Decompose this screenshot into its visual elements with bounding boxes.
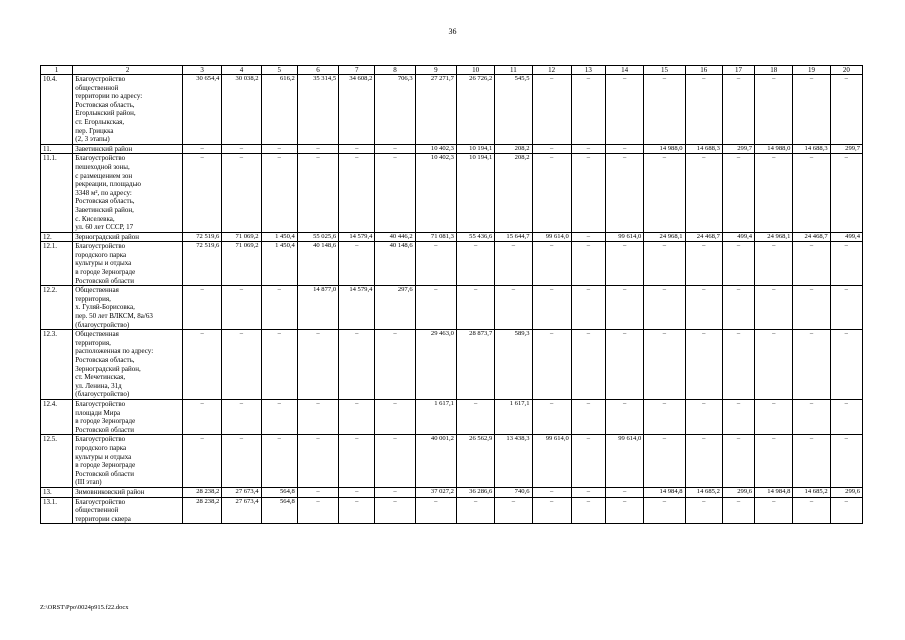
amount-cell: – [685,75,722,145]
amount-cell: – [755,399,793,434]
amount-cell: – [755,330,793,400]
amount-cell: – [495,242,532,286]
amount-cell: – [222,330,261,400]
amount-cell: 299,7 [830,144,862,154]
amount-cell: – [375,497,415,524]
amount-cell: 14 984,8 [644,487,685,497]
item-name-cell: Благоустройство общественной территории сквера [73,497,183,524]
amount-cell: – [606,154,644,232]
amount-cell: 55 025,6 [297,232,338,242]
amount-cell: – [606,399,644,434]
amount-cell: – [755,154,793,232]
amount-cell: – [571,144,605,154]
page-number: 36 [448,27,457,36]
column-number-8: 8 [375,66,415,75]
column-number-11: 11 [495,66,532,75]
amount-cell: 545,5 [495,75,532,145]
amount-cell: – [495,286,532,330]
item-name-cell: Благоустройство городского парка культуры и отдыха в городе Зернограде Ростовской области [73,242,183,286]
amount-cell: 297,6 [375,286,415,330]
amount-cell: 589,3 [495,330,532,400]
item-name-cell: Благоустройство площади Мира в городе Зернограде Ростовской области [73,399,183,434]
amount-cell: 99 614,0 [606,232,644,242]
column-number-19: 19 [793,66,830,75]
amount-cell: 14 579,4 [339,286,375,330]
amount-cell: – [722,497,754,524]
amount-cell: 15 644,7 [495,232,532,242]
amount-cell: – [685,330,722,400]
amount-cell: 10 194,1 [456,144,494,154]
amount-cell: 564,8 [261,497,297,524]
amount-cell: 1 617,1 [495,399,532,434]
item-name-cell: Благоустройство городского парка культуры и отдыха в городе Зернограде Ростовской области (III этап) [73,435,183,488]
item-name-cell: Общественная территория, расположенная по адресу: Ростовская область, Зерноградский район, ст. Мечетинская, ул. Ленина, 31д (благоустройство) [73,330,183,400]
amount-cell: 71 081,3 [415,232,456,242]
amount-cell: – [339,435,375,488]
amount-cell: – [183,144,222,154]
amount-cell: – [297,435,338,488]
row-number-cell: 12.4. [41,399,73,434]
amount-cell: – [261,435,297,488]
column-number-4: 4 [222,66,261,75]
amount-cell: – [339,154,375,232]
amount-cell: 14 688,3 [793,144,830,154]
amount-cell: – [297,487,338,497]
amount-cell: – [222,399,261,434]
row-number-cell: 10.4. [41,75,73,145]
amount-cell: – [606,75,644,145]
amount-cell: 208,2 [495,154,532,232]
amount-cell: – [339,144,375,154]
amount-cell: 72 519,6 [183,232,222,242]
budget-table [40,65,863,524]
amount-cell: – [222,435,261,488]
row-number-cell: 13.1. [41,497,73,524]
amount-cell: 26 726,2 [456,75,494,145]
amount-cell: 24 968,1 [644,232,685,242]
item-name-cell: Благоустройство пешеходной зоны, с размещением зон рекреации, площадью 3348 м², по адресу: Ростовская область, Заветинский район, с. Киселевка, ул. 60 лет СССР, 17 [73,154,183,232]
amount-cell: 27 271,7 [415,75,456,145]
column-number-6: 6 [297,66,338,75]
amount-cell: 55 436,6 [456,232,494,242]
amount-cell: – [830,497,862,524]
amount-cell: 10 194,1 [456,154,494,232]
amount-cell: – [339,497,375,524]
amount-cell: 1 617,1 [415,399,456,434]
column-number-14: 14 [606,66,644,75]
item-name-cell: Общественная территория, х. Гуляй-Борисовка, пер. 50 лет ВЛКСМ, 8а/63 (благоустройство) [73,286,183,330]
amount-cell: 14 984,8 [755,487,793,497]
amount-cell: – [830,154,862,232]
amount-cell: – [571,154,605,232]
column-number-2: 2 [73,66,183,75]
file-path-footer: Z:\ORST\Ppo\0024p915.f22.docx [40,604,129,611]
amount-cell: – [532,154,571,232]
amount-cell: – [793,399,830,434]
amount-cell: – [685,154,722,232]
amount-cell: 14 685,2 [685,487,722,497]
table-row [41,75,863,145]
table-row [41,144,863,154]
amount-cell: – [261,286,297,330]
amount-cell: 27 673,4 [222,497,261,524]
column-number-13: 13 [571,66,605,75]
amount-cell: – [644,435,685,488]
amount-cell: – [297,497,338,524]
amount-cell: – [755,497,793,524]
amount-cell: 72 519,6 [183,242,222,286]
amount-cell: – [793,75,830,145]
amount-cell: – [532,286,571,330]
amount-cell: – [456,399,494,434]
amount-cell: 99 614,0 [532,232,571,242]
amount-cell: 40 001,2 [415,435,456,488]
amount-cell: 14 877,0 [297,286,338,330]
amount-cell: – [532,497,571,524]
table-row [41,286,863,330]
amount-cell: – [606,242,644,286]
amount-cell: – [571,399,605,434]
amount-cell: – [297,399,338,434]
amount-cell: – [685,435,722,488]
table-row [41,435,863,488]
amount-cell: – [183,154,222,232]
column-number-16: 16 [685,66,722,75]
amount-cell: – [793,242,830,286]
amount-cell: 28 238,2 [183,497,222,524]
amount-cell: – [606,487,644,497]
amount-cell: – [571,487,605,497]
amount-cell: – [532,75,571,145]
row-number-cell: 12.3. [41,330,73,400]
amount-cell: – [532,399,571,434]
amount-cell: – [532,144,571,154]
amount-cell: – [793,154,830,232]
amount-cell: – [606,144,644,154]
amount-cell: – [183,330,222,400]
amount-cell: – [830,242,862,286]
amount-cell: – [261,154,297,232]
amount-cell: – [755,435,793,488]
amount-cell: 26 562,9 [456,435,494,488]
amount-cell: 706,3 [375,75,415,145]
amount-cell: – [375,154,415,232]
amount-cell: 14 988,0 [755,144,793,154]
amount-cell: – [830,286,862,330]
column-number-12: 12 [532,66,571,75]
amount-cell: – [793,435,830,488]
amount-cell: 1 450,4 [261,242,297,286]
amount-cell: 10 402,3 [415,154,456,232]
amount-cell: 40 446,2 [375,232,415,242]
column-number-9: 9 [415,66,456,75]
column-number-5: 5 [261,66,297,75]
amount-cell: – [495,497,532,524]
column-number-1: 1 [41,66,73,75]
amount-cell: – [339,242,375,286]
amount-cell: – [644,330,685,400]
amount-cell: – [456,286,494,330]
amount-cell: – [415,497,456,524]
amount-cell: 564,8 [261,487,297,497]
row-number-cell: 11. [41,144,73,154]
amount-cell: – [606,330,644,400]
amount-cell: 10 402,3 [415,144,456,154]
amount-cell: – [375,487,415,497]
amount-cell: – [297,330,338,400]
amount-cell: – [261,330,297,400]
table-row [41,497,863,524]
table-row [41,242,863,286]
amount-cell: 14 685,2 [793,487,830,497]
amount-cell: – [222,144,261,154]
amount-cell: 34 608,2 [339,75,375,145]
amount-cell: – [183,399,222,434]
amount-cell: – [571,330,605,400]
amount-cell: – [339,487,375,497]
amount-cell: – [532,487,571,497]
column-number-10: 10 [456,66,494,75]
amount-cell: – [830,435,862,488]
amount-cell: – [571,75,605,145]
column-number-17: 17 [722,66,754,75]
column-number-3: 3 [183,66,222,75]
amount-cell: – [644,497,685,524]
amount-cell: – [222,154,261,232]
amount-cell: – [183,435,222,488]
amount-cell: – [183,286,222,330]
amount-cell: 499,4 [722,232,754,242]
amount-cell: 35 314,5 [297,75,338,145]
amount-cell: 299,6 [830,487,862,497]
table-row [41,330,863,400]
amount-cell: 40 148,6 [297,242,338,286]
amount-cell: – [685,242,722,286]
amount-cell: – [644,399,685,434]
amount-cell: 37 027,2 [415,487,456,497]
amount-cell: 99 614,0 [606,435,644,488]
item-name-cell: Зимовниковский район [73,487,183,497]
amount-cell: – [606,497,644,524]
table-row [41,487,863,497]
amount-cell: – [722,242,754,286]
row-number-cell: 12.1. [41,242,73,286]
amount-cell: – [571,232,605,242]
row-number-cell: 12.2. [41,286,73,330]
row-number-cell: 12.5. [41,435,73,488]
amount-cell: 28 238,2 [183,487,222,497]
amount-cell: – [793,497,830,524]
amount-cell: – [644,154,685,232]
amount-cell: – [755,286,793,330]
amount-cell: – [339,399,375,434]
amount-cell: 36 286,6 [456,487,494,497]
amount-cell: – [644,242,685,286]
amount-cell: 299,7 [722,144,754,154]
amount-cell: 14 688,3 [685,144,722,154]
amount-cell: – [415,242,456,286]
amount-cell: 13 438,3 [495,435,532,488]
amount-cell: – [297,144,338,154]
amount-cell: 616,2 [261,75,297,145]
amount-cell: 40 148,6 [375,242,415,286]
amount-cell: 71 069,2 [222,242,261,286]
amount-cell: 30 654,4 [183,75,222,145]
table-row [41,154,863,232]
table-row [41,399,863,434]
amount-cell: 1 450,4 [261,232,297,242]
amount-cell: – [456,497,494,524]
item-name-cell: Заветинский район [73,144,183,154]
amount-cell: – [375,330,415,400]
amount-cell: – [571,497,605,524]
amount-cell: – [532,330,571,400]
amount-cell: – [830,330,862,400]
amount-cell: 14 988,0 [644,144,685,154]
amount-cell: – [571,286,605,330]
amount-cell: – [261,144,297,154]
amount-cell: – [830,75,862,145]
amount-cell: – [571,435,605,488]
amount-cell: 740,6 [495,487,532,497]
amount-cell: – [722,330,754,400]
amount-cell: 24 968,1 [755,232,793,242]
amount-cell: – [722,154,754,232]
amount-cell: – [222,286,261,330]
amount-cell: – [685,497,722,524]
amount-cell: – [685,286,722,330]
amount-cell: – [375,144,415,154]
amount-cell: – [261,399,297,434]
amount-cell: – [755,242,793,286]
amount-cell: 71 069,2 [222,232,261,242]
amount-cell: – [375,399,415,434]
row-number-cell: 13. [41,487,73,497]
amount-cell: – [722,75,754,145]
column-number-7: 7 [339,66,375,75]
amount-cell: 24 468,7 [685,232,722,242]
amount-cell: – [532,242,571,286]
amount-cell: – [722,435,754,488]
amount-cell: 208,2 [495,144,532,154]
amount-cell: – [571,242,605,286]
amount-cell: 29 463,0 [415,330,456,400]
amount-cell: – [339,330,375,400]
amount-cell: 27 673,4 [222,487,261,497]
amount-cell: 30 038,2 [222,75,261,145]
amount-cell: – [606,286,644,330]
amount-cell: 499,4 [830,232,862,242]
amount-cell: 14 579,4 [339,232,375,242]
table-row [41,232,863,242]
amount-cell: – [830,399,862,434]
amount-cell: – [415,286,456,330]
row-number-cell: 12. [41,232,73,242]
column-number-18: 18 [755,66,793,75]
amount-cell: – [755,75,793,145]
amount-cell: – [644,286,685,330]
amount-cell: 24 468,7 [793,232,830,242]
item-name-cell: Благоустройство общественной территории по адресу: Ростовская область, Егорлыкский район, ст. Егорлыкская, пер. Грицкка (2, 3 этапы) [73,75,183,145]
column-number-row [41,66,863,75]
column-number-20: 20 [830,66,862,75]
amount-cell: – [375,435,415,488]
column-number-15: 15 [644,66,685,75]
amount-cell: – [297,154,338,232]
amount-cell: – [793,286,830,330]
amount-cell: 28 873,7 [456,330,494,400]
amount-cell: – [722,286,754,330]
item-name-cell: Зерноградский район [73,232,183,242]
amount-cell: – [456,242,494,286]
amount-cell: – [685,399,722,434]
amount-cell: – [793,330,830,400]
row-number-cell: 11.1. [41,154,73,232]
amount-cell: – [644,75,685,145]
amount-cell: – [722,399,754,434]
amount-cell: 299,6 [722,487,754,497]
amount-cell: 99 614,0 [532,435,571,488]
